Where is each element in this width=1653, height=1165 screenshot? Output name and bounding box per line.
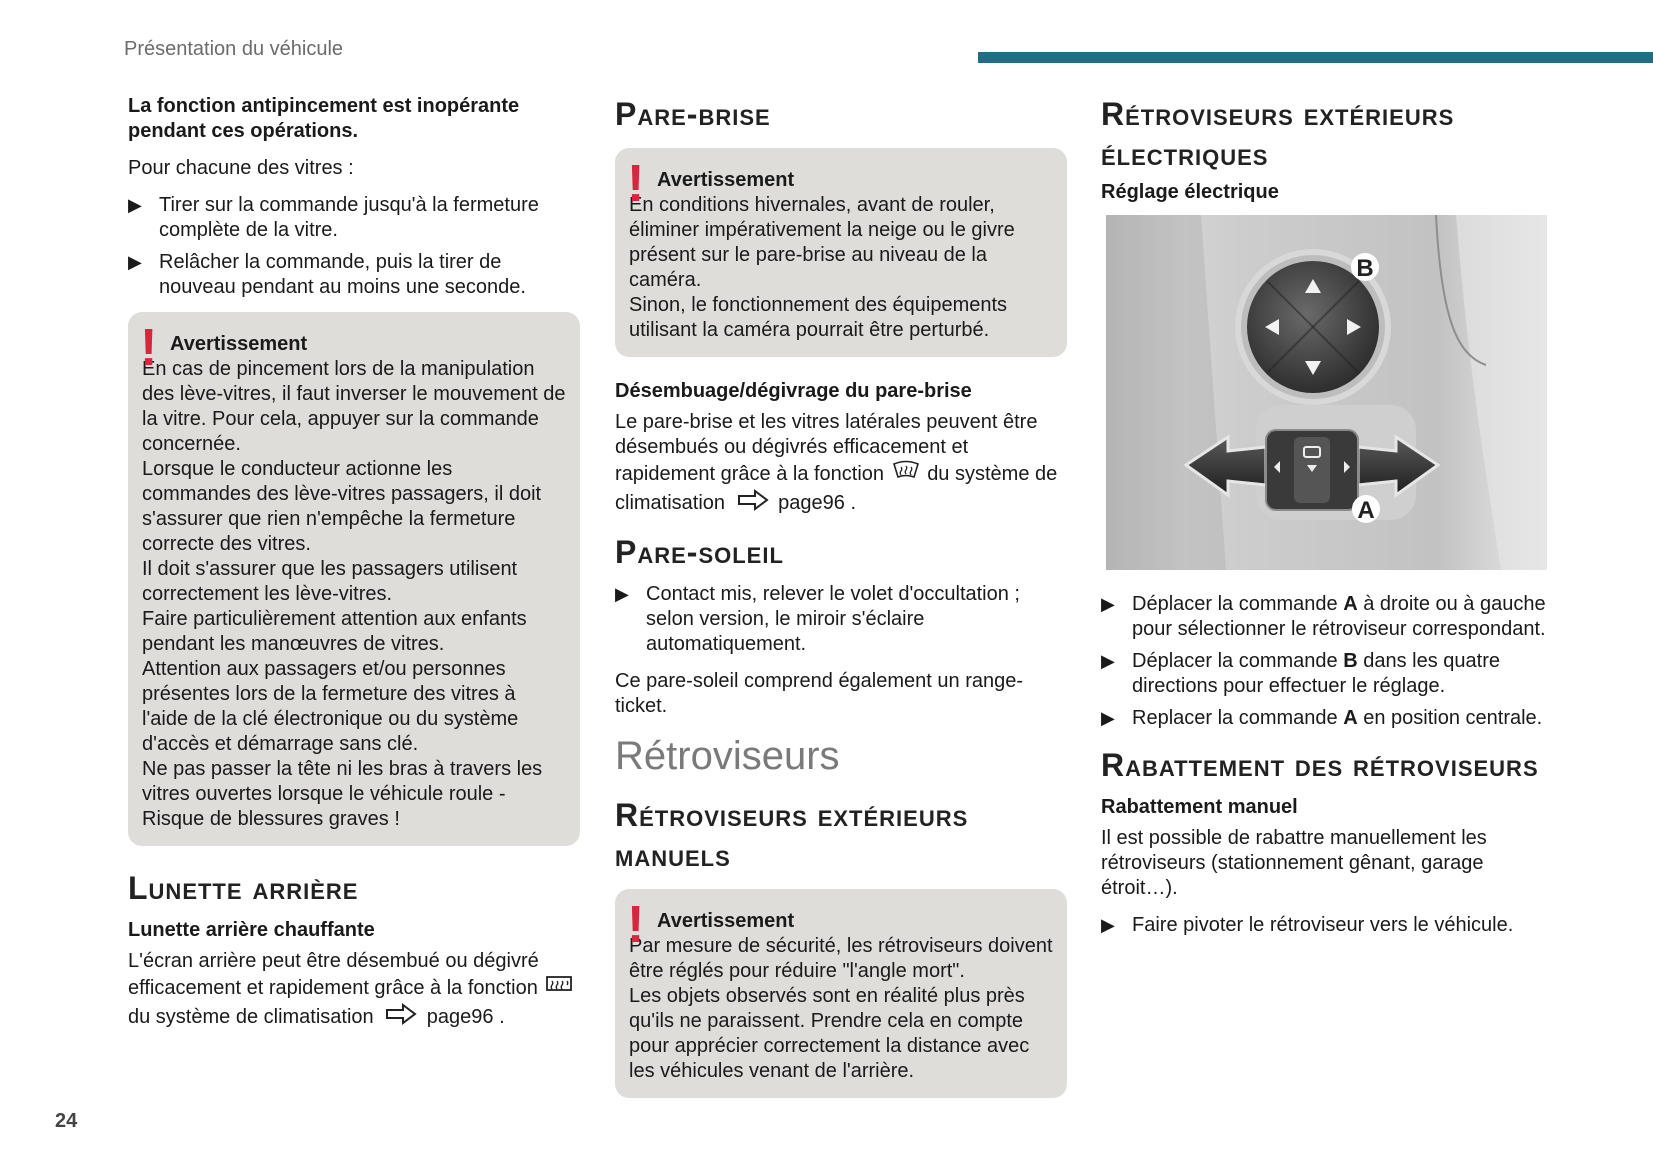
body-text: Il est possible de rabattre manuellement les rétroviseurs (stationnement gênant, garage étroit…).	[1101, 827, 1487, 899]
intro-text: Pour chacune des vitres :	[128, 157, 354, 179]
list-item: ▶ Relâcher la commande, puis la tirer de nouveau pendant au moins une seconde.	[128, 251, 526, 298]
list-item: ▶ Déplacer la commande B dans les quatre directions pour effectuer le réglage.	[1101, 650, 1500, 697]
header-accent-bar	[978, 52, 1653, 63]
list-item: ▶ Tirer sur la commande jusqu'à la fermeture complète de la vitre.	[128, 194, 539, 241]
steps-list	[1101, 913, 1549, 938]
exclamation-icon: !	[627, 155, 645, 213]
exclamation-icon: !	[140, 319, 158, 377]
body-text: Ce pare-soleil comprend également un range-ticket.	[615, 670, 1024, 717]
body-text: Le pare-brise et les vitres latérales peuvent être désembués ou dégivrés efficacement et rapidement grâce à la fonction du système de climatisation page96 .	[615, 410, 1067, 518]
triangle-right-icon: ▶	[1101, 651, 1115, 671]
triangle-right-icon: ▶	[128, 195, 142, 215]
page-number: 24	[55, 1110, 78, 1132]
triangle-right-icon: ▶	[1101, 594, 1115, 614]
subheading: Lunette arrière chauffante	[128, 919, 375, 941]
lead-note: La fonction antipincement est inopérante pendant ces opérations.	[128, 95, 520, 142]
steps-list	[615, 582, 1067, 657]
warning-title: Avertissement	[657, 910, 795, 932]
arrow-right-outline-icon	[385, 1003, 417, 1032]
triangle-right-icon: ▶	[615, 584, 629, 604]
warning-box	[615, 889, 1067, 1098]
list-item: ▶ Faire pivoter le rétroviseur vers le véhicule.	[1101, 914, 1514, 936]
mirror-control-illustration	[1106, 215, 1547, 570]
chapter-title: Rétroviseurs	[615, 734, 840, 778]
steps-list	[128, 193, 580, 300]
section-heading: Lunette arrière	[128, 870, 359, 906]
arrow-right-outline-icon	[737, 489, 769, 518]
label-a: A	[1357, 497, 1375, 524]
warning-box	[128, 312, 580, 846]
column-3	[1101, 94, 1549, 950]
rear-defrost-icon	[545, 974, 573, 1003]
list-item: ▶ Replacer la commande A en position centrale.	[1101, 707, 1543, 729]
triangle-right-icon: ▶	[1101, 915, 1115, 935]
body-text: L'écran arrière peut être désembué ou dégivré efficacement et rapidement grâce à la fonction du système de climatisation page96 .	[128, 949, 580, 1032]
warning-text: En cas de pincement lors de la manipulation des lève-vitres, il faut inverser le mouvement de la vitre. Pour cela, appuyer sur la commande concernée. Lorsque le conducteur actionne les commandes des lève-vitres passagers, il doit s'assurer que rien n'empêche la fermeture correcte des vitres. Il doit s'assurer que les passagers utilisent correctement les lève-vitres. Faire particulièrement attention aux enfants pendant les manœuvres de vitres. Attention aux passagers et/ou personnes présentes lors de la fermeture des vitres à l'aide de la clé électronique ou du système d'accès et démarrage sans clé. Ne pas passer la tête ni les bras à travers les vitres ouvertes lorsque le véhicule roule - Risque de blessures graves !	[142, 358, 566, 830]
triangle-right-icon: ▶	[1101, 708, 1115, 728]
list-item: ▶ Déplacer la commande A à droite ou à gauche pour sélectionner le rétroviseur correspondant.	[1101, 593, 1546, 640]
header-title: Présentation du véhicule	[124, 38, 344, 60]
warning-title: Avertissement	[657, 169, 795, 191]
page-ref-link[interactable]: page96	[426, 1005, 494, 1028]
front-defrost-icon	[892, 460, 920, 489]
exclamation-icon: !	[627, 896, 645, 954]
triangle-right-icon: ▶	[128, 252, 142, 272]
section-heading: Rabattement des rétroviseurs	[1101, 747, 1539, 783]
list-item: ▶ Contact mis, relever le volet d'occultation ; selon version, le miroir s'éclaire automatiquement.	[615, 583, 1020, 655]
subheading: Rabattement manuel	[1101, 796, 1298, 818]
warning-box	[615, 148, 1067, 357]
section-heading: Pare-brise	[615, 96, 771, 132]
warning-title: Avertissement	[170, 333, 308, 355]
section-heading: Rétroviseurs extérieurs manuels	[615, 797, 969, 873]
warning-text: Par mesure de sécurité, les rétroviseurs doivent être réglés pour réduire "l'angle mort". Les objets observés sont en réalité plus près qu'ils ne paraissent. Prendre cela en compte pour apprécier correctement la distance avec les véhicules venant de l'arrière.	[629, 935, 1053, 1082]
page-ref-link[interactable]: page96	[778, 491, 845, 514]
subheading: Réglage électrique	[1101, 181, 1279, 203]
column-1	[128, 94, 580, 1032]
warning-text: En conditions hivernales, avant de rouler, éliminer impérativement la neige ou le givre présent sur le pare-brise au niveau de la caméra. Sinon, le fonctionnement des équipements utilisant la caméra pourrait être perturbé.	[629, 194, 1015, 341]
column-2	[615, 94, 1067, 1120]
label-b: B	[1356, 255, 1374, 282]
steps-list	[1101, 592, 1549, 731]
subheading: Désembuage/dégivrage du pare-brise	[615, 380, 972, 402]
section-heading: Pare-soleil	[615, 534, 784, 570]
section-heading: Rétroviseurs extérieurs électriques	[1101, 96, 1455, 172]
